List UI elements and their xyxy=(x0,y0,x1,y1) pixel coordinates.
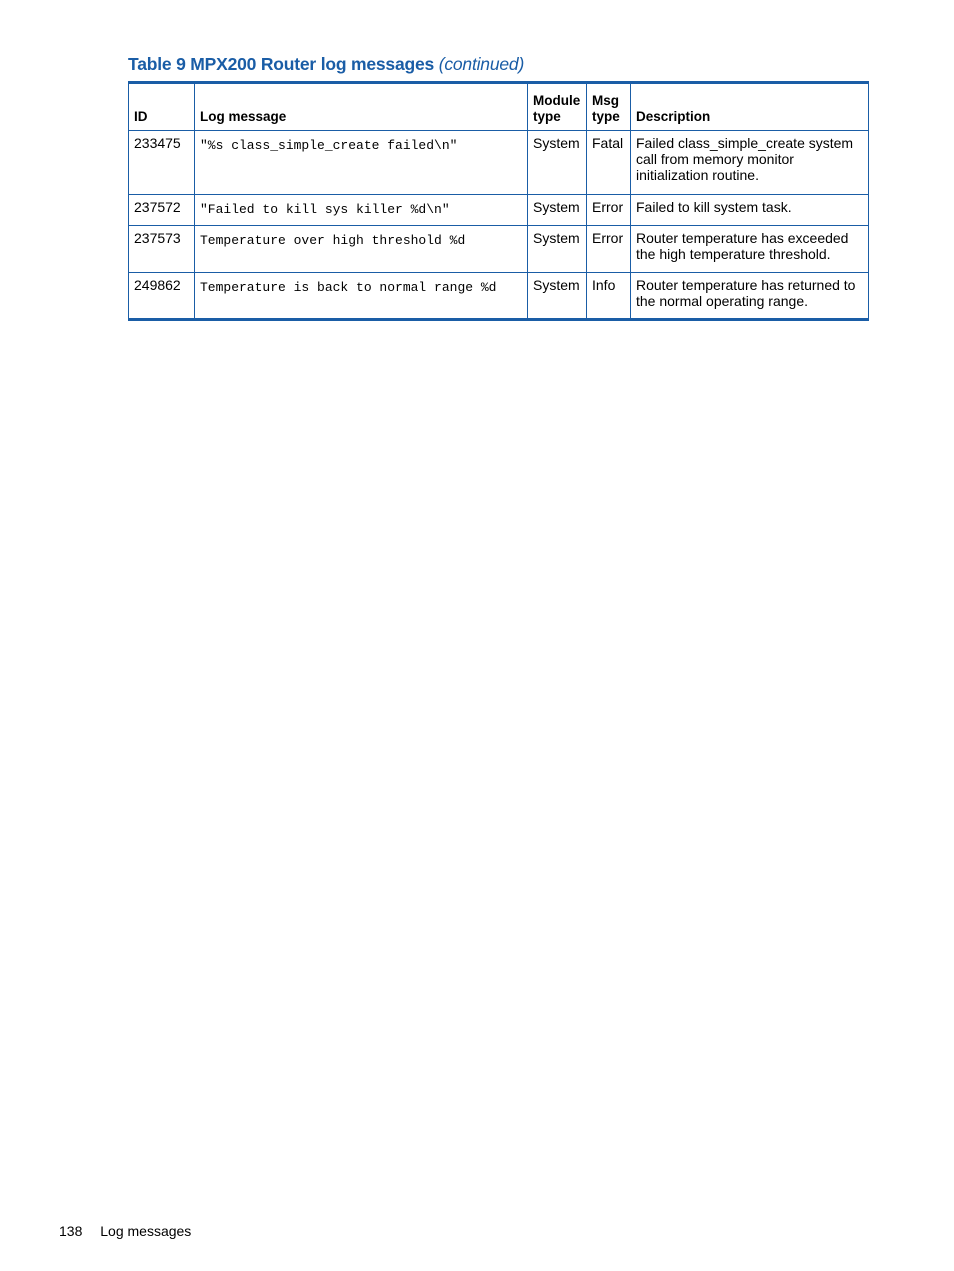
cell-module-type: System xyxy=(528,131,587,195)
table-header-row xyxy=(129,83,869,131)
header-msg-type-line2: type xyxy=(592,109,620,124)
cell-log-message: Temperature is back to normal range %d xyxy=(195,273,528,320)
header-id: ID xyxy=(129,83,195,131)
table-row xyxy=(129,131,869,195)
cell-module-type: System xyxy=(528,273,587,320)
cell-module-type: System xyxy=(528,226,587,273)
cell-log-message: Temperature over high threshold %d xyxy=(195,226,528,273)
cell-log-message: "%s class_simple_create failed\n" xyxy=(195,131,528,195)
cell-description: Failed class_simple_create system call from memory monitor initialization routine. xyxy=(631,131,869,195)
table-row xyxy=(129,226,869,273)
table-title: Table 9 MPX200 Router log messages xyxy=(128,54,435,74)
cell-id: 233475 xyxy=(129,131,195,195)
header-module-type-line1: Module xyxy=(533,93,581,108)
cell-id: 237573 xyxy=(129,226,195,273)
cell-description: Failed to kill system task. xyxy=(631,195,869,226)
log-messages-table xyxy=(128,81,869,321)
cell-description: Router temperature has exceeded the high temperature threshold. xyxy=(631,226,869,273)
header-description: Description xyxy=(631,83,869,131)
page-footer xyxy=(59,1223,191,1239)
cell-description: Router temperature has returned to the normal operating range. xyxy=(631,273,869,320)
header-msg-type-line1: Msg xyxy=(592,93,619,108)
table-continued-label: (continued) xyxy=(438,54,525,74)
table-row xyxy=(129,273,869,320)
header-module-type-line2: type xyxy=(533,109,561,124)
cell-id: 237572 xyxy=(129,195,195,226)
cell-msg-type: Info xyxy=(587,273,631,320)
header-msg-type xyxy=(587,83,631,131)
cell-msg-type: Error xyxy=(587,226,631,273)
cell-msg-type: Fatal xyxy=(587,131,631,195)
footer-section-title: Log messages xyxy=(100,1223,192,1239)
header-module-type xyxy=(528,83,587,131)
table-caption xyxy=(128,54,524,75)
cell-module-type: System xyxy=(528,195,587,226)
cell-id: 249862 xyxy=(129,273,195,320)
header-log-message: Log message xyxy=(195,83,528,131)
cell-msg-type: Error xyxy=(587,195,631,226)
table-row xyxy=(129,195,869,226)
page-number: 138 xyxy=(59,1223,83,1239)
cell-log-message: "Failed to kill sys killer %d\n" xyxy=(195,195,528,226)
